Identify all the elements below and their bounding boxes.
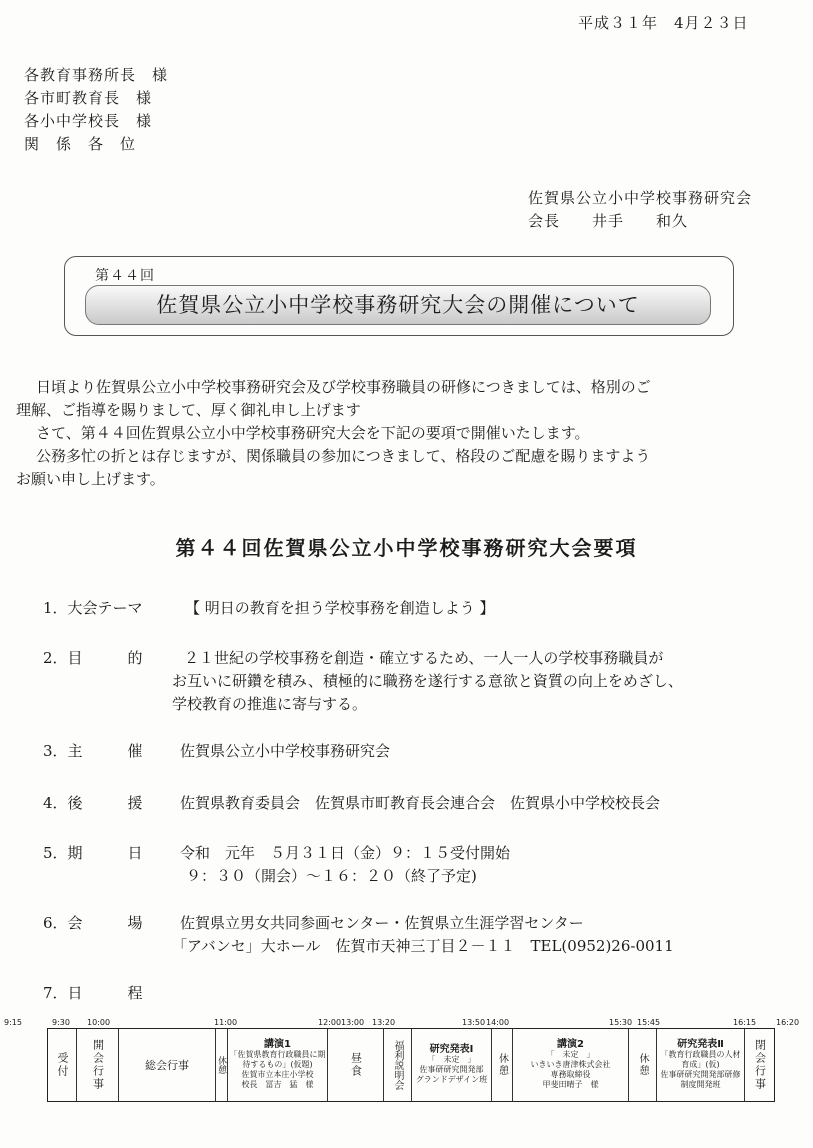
- cell-general: 総会行事: [119, 1029, 216, 1101]
- time-tick: 14:00: [486, 1018, 510, 1027]
- body-line: 公務多忙の折とは存じますが、関係職員の参加につきまして、格段のご配慮を賜りますよう: [36, 447, 651, 465]
- recipient-line: 各小中学校長 様: [24, 112, 153, 130]
- item-label: 7．日 程: [43, 984, 143, 1002]
- item-venue: [0, 912, 813, 958]
- cell-welfare: 福利説明会: [384, 1029, 412, 1101]
- cell-reception: 受付: [48, 1029, 77, 1101]
- item-value: ２１世紀の学校事務を創造・確立するため、一人一人の学校事務職員が: [184, 649, 664, 667]
- time-tick: 13:20: [372, 1018, 396, 1027]
- cell-research1: 研究発表Ⅰ 「 未定 」 佐事研研究開発部 グランドデザイン班: [412, 1029, 492, 1101]
- item-value: 佐賀県公立小中学校事務研究会: [180, 742, 391, 760]
- cell-closing: 閉会行事: [753, 1039, 767, 1091]
- time-tick: 13:50: [462, 1018, 486, 1027]
- cell-break: 休憩: [629, 1029, 657, 1101]
- sender-name: 会長 井手 和久: [528, 212, 689, 230]
- cell-break: 休憩: [492, 1029, 513, 1101]
- cell-lunch: 昼食: [328, 1029, 384, 1101]
- time-tick: 9:30: [52, 1018, 70, 1027]
- sender-org: 佐賀県公立小中学校事務研究会: [528, 189, 753, 207]
- item-label: 3．主 催: [43, 742, 143, 760]
- body-line: 理解、ご指導を賜りまして、厚く御礼申し上げます: [16, 401, 361, 419]
- time-tick: 15:30: [609, 1018, 633, 1027]
- body-line: 日頃より佐賀県公立小中学校事務研究会及び学校事務職員の研修につきましては、格別のご: [36, 378, 651, 396]
- time-tick: 11:00: [214, 1018, 238, 1027]
- item-label: 2．目 的: [43, 649, 143, 667]
- banner-title: 佐賀県公立小中学校事務研究大会の開催について: [85, 285, 711, 325]
- time-tick: 9:15: [4, 1018, 22, 1027]
- item-label: 6．会 場: [43, 914, 143, 932]
- recipient-line: 関 係 各 位: [24, 135, 137, 153]
- item-value: 令和 元年 ５月３１日（金）９：１５受付開始: [180, 844, 511, 862]
- time-tick: 10:00: [87, 1018, 111, 1027]
- item-value: 「アバンセ」大ホール 佐賀市天神三丁目２－１１ TEL(0952)26-0011: [172, 937, 674, 955]
- item-value: ９：３０（開会）～１６：２０（終了予定): [186, 867, 477, 885]
- section-heading: 第４４回佐賀県公立小中学校事務研究大会要項: [175, 536, 638, 560]
- item-value: 【 明日の教育を担う学校事務を創造しよう 】: [185, 599, 495, 617]
- title-banner: [64, 256, 734, 336]
- item-theme: [43, 597, 803, 618]
- item-label: 4．後 援: [43, 794, 143, 812]
- item-value: お互いに研鑽を積み、積極的に職務を遂行する意欲と資質の向上をめざし、: [172, 672, 683, 690]
- cell-lecture1: 講演1 「佐賀県教育行政職員に期待するもの」(仮題) 佐賀市立本庄小学校 校長 冨吉 猛 様: [228, 1029, 328, 1101]
- item-value: 学校教育の推進に寄与する。: [172, 695, 368, 713]
- body-line: お願い申し上げます。: [16, 470, 165, 488]
- item-value: 佐賀県立男女共同参画センター・佐賀県立生涯学習センター: [180, 914, 584, 932]
- document-date: 平成３１年 4月２３日: [578, 14, 749, 32]
- time-tick: 16:20: [776, 1018, 800, 1027]
- recipient-line: 各教育事務所長 様: [24, 66, 169, 84]
- cell-opening: 開会行事: [77, 1029, 119, 1101]
- banner-subtitle: 第４４回: [95, 268, 155, 284]
- item-label: 5．期 日: [43, 844, 143, 862]
- time-tick: 16:15: [733, 1018, 757, 1027]
- time-tick: 12:00: [318, 1018, 342, 1027]
- item-value: 佐賀県教育委員会 佐賀県市町教育長会連合会 佐賀県小中学校校長会: [180, 794, 661, 812]
- body-line: さて、第４４回佐賀県公立小中学校事務研究大会を下記の要項で開催いたします。: [36, 424, 590, 442]
- time-tick: 15:45: [637, 1018, 661, 1027]
- cell-break: 休憩: [216, 1029, 228, 1101]
- item-purpose: [0, 647, 813, 717]
- recipient-line: 各市町教育長 様: [24, 89, 153, 107]
- cell-lecture2: 講演2 「 未定 」 いきいき唐津株式会社 専務取締役 甲斐田晴子 様: [513, 1029, 629, 1101]
- item-period: [0, 842, 813, 888]
- time-tick: 13:00: [341, 1018, 365, 1027]
- item-label: 1．大会テーマ: [43, 599, 143, 617]
- schedule-table: [47, 1028, 775, 1102]
- cell-research2: 研究発表Ⅱ 「教育行政職員の人材育成」(仮) 佐事研研究開発部研修制度開発班: [657, 1029, 745, 1101]
